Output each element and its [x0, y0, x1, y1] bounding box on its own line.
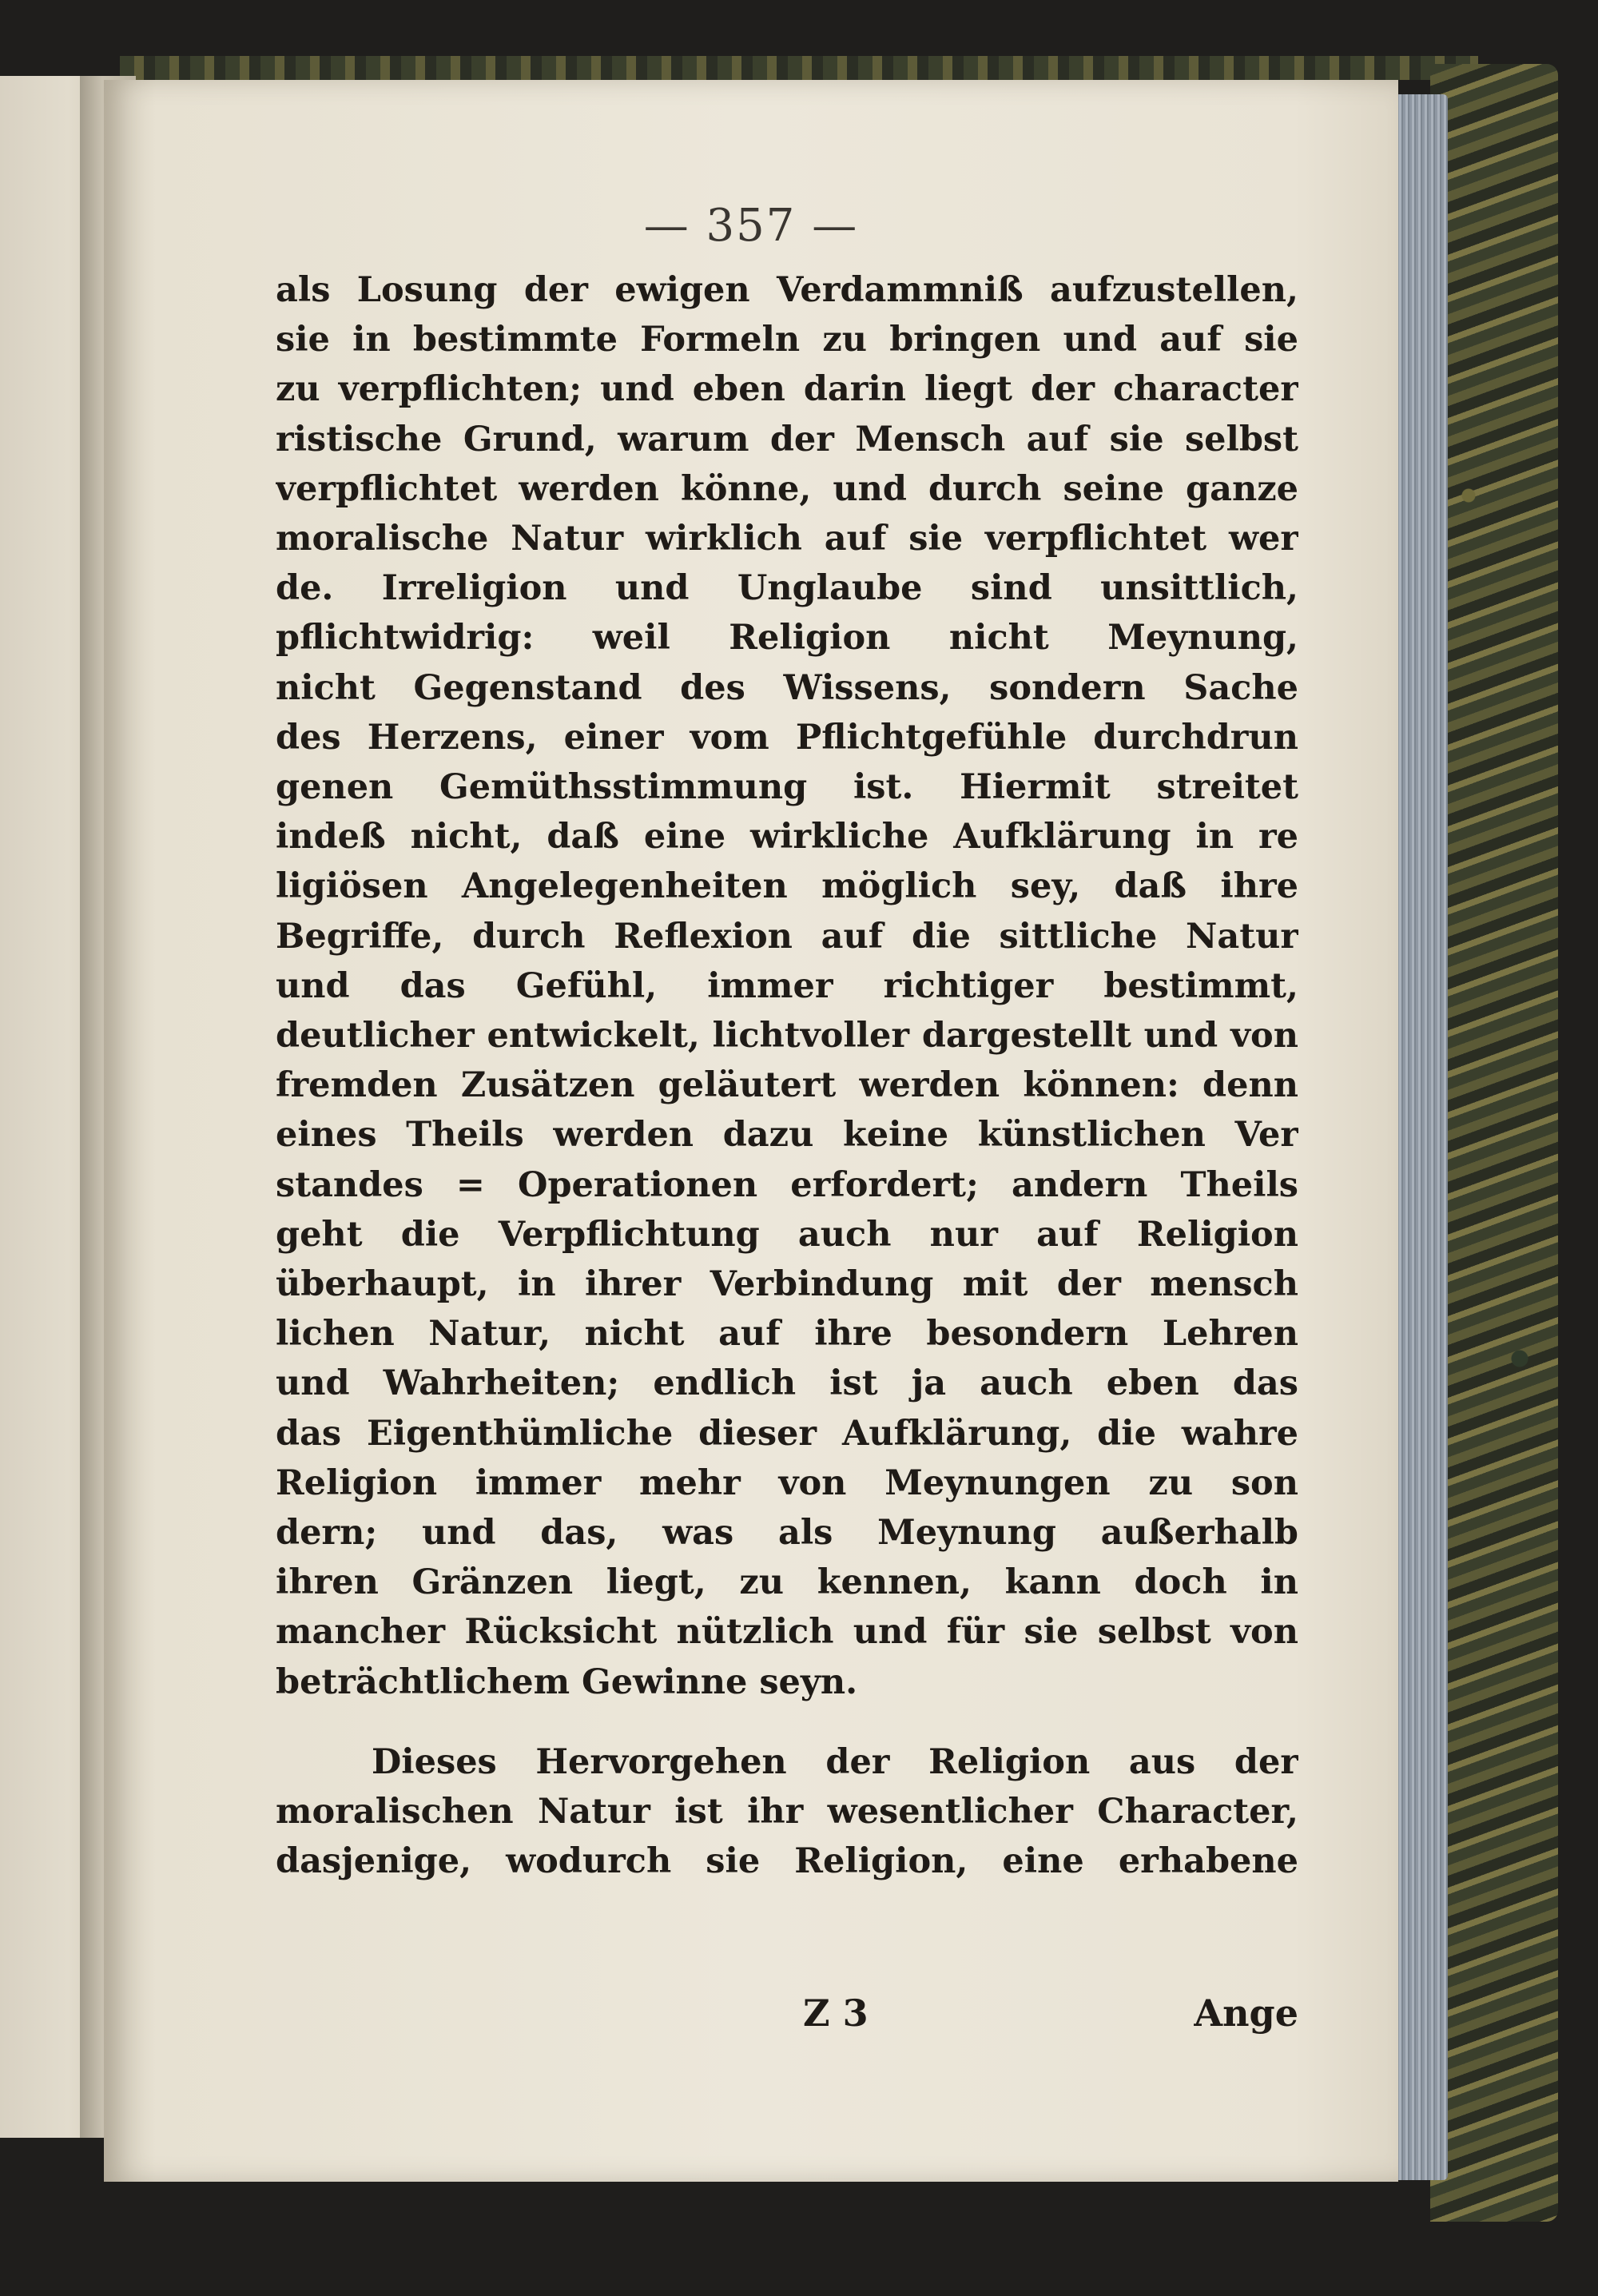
- text-line: indeß nicht, daß eine wirkliche Aufklärung in re: [276, 817, 1298, 858]
- text-line: und Wahrheiten; endlich ist ja auch eben das: [276, 1363, 1298, 1404]
- text-line: pflichtwidrig: weil Religion nicht Meynung,: [276, 618, 1298, 659]
- catchword: Ange: [1194, 1992, 1298, 2035]
- text-line: zu verpflichten; und eben darin liegt der character: [276, 369, 1298, 410]
- text-line: des Herzens, einer vom Pflichtgefühle durchdrun: [276, 717, 1298, 758]
- text-line: Dieses Hervorgehen der Religion aus der: [372, 1741, 1298, 1782]
- text-line: geht die Verpflichtung auch nur auf Religion: [276, 1214, 1298, 1255]
- text-line: deutlicher entwickelt, lichtvoller dargestellt und von: [276, 1016, 1298, 1056]
- signature-mark: Z 3: [803, 1992, 869, 2035]
- text-line: nicht Gegenstand des Wissens, sondern Sache: [276, 667, 1298, 708]
- text-line: verpflichtet werden könne, und durch seine ganze: [276, 468, 1298, 509]
- text-line: dern; und das, was als Meynung außerhalb: [276, 1513, 1298, 1554]
- text-line: ligiösen Angelegenheiten möglich sey, daß ihre: [276, 866, 1298, 907]
- text-line: fremden Zusätzen geläutert werden können: denn: [276, 1065, 1298, 1106]
- text-line: beträchtlichem Gewinne seyn.: [276, 1661, 858, 1702]
- text-line: genen Gemüthsstimmung ist. Hiermit streitet: [276, 767, 1298, 808]
- text-line: eines Theils werden dazu keine künstlichen Ver: [276, 1115, 1298, 1156]
- text-line: mancher Rücksicht nützlich und für sie selbst von: [276, 1612, 1298, 1653]
- text-line: standes = Operationen erfordert; andern Theils: [276, 1164, 1298, 1205]
- text-line: und das Gefühl, immer richtiger bestimmt,: [276, 965, 1298, 1006]
- text-line: moralischen Natur ist ihr wesentlicher Character,: [276, 1792, 1298, 1832]
- body-text: [276, 265, 1298, 1887]
- text-line: sie in bestimmte Formeln zu bringen und auf sie: [276, 320, 1298, 360]
- text-line: als Losung der ewigen Verdammniß aufzustellen,: [276, 270, 1298, 310]
- text-line: ristische Grund, warum der Mensch auf sie selbst: [276, 419, 1298, 460]
- book-page: [104, 80, 1398, 2182]
- text-line: lichen Natur, nicht auf ihre besondern Lehren: [276, 1314, 1298, 1355]
- marbled-cover: [1430, 64, 1558, 2222]
- text-line: Begriffe, durch Reflexion auf die sittliche Natur: [276, 916, 1298, 957]
- text-line: das Eigenthümliche dieser Aufklärung, die wahre: [276, 1413, 1298, 1454]
- text-line: ihren Gränzen liegt, zu kennen, kann doch in: [276, 1562, 1298, 1603]
- text-line: dasjenige, wodurch sie Religion, eine erhabene: [276, 1841, 1298, 1882]
- text-line: de. Irreligion und Unglaube sind unsittlich,: [276, 568, 1298, 609]
- text-line: überhaupt, in ihrer Verbindung mit der mensch: [276, 1264, 1298, 1305]
- cover-top-edge: [120, 56, 1478, 80]
- page-number: — 357 —: [643, 200, 859, 252]
- page-footer: [276, 1992, 1298, 2047]
- page-block-edges: [1390, 94, 1448, 2180]
- text-line: moralische Natur wirklich auf sie verpflichtet wer: [276, 519, 1298, 559]
- text-line: Religion immer mehr von Meynungen zu son: [276, 1462, 1298, 1503]
- paragraph-gap: [276, 1707, 1298, 1737]
